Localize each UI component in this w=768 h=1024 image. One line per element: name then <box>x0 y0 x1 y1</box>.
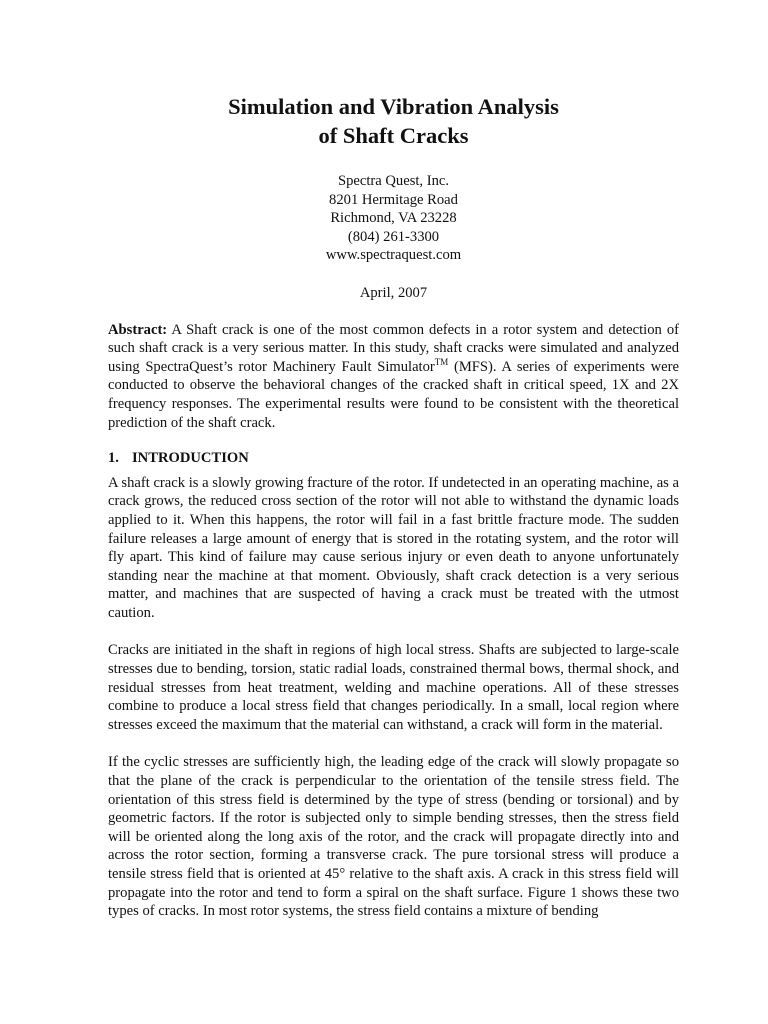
affiliation-street: 8201 Hermitage Road <box>329 191 458 208</box>
affiliation-company: Spectra Quest, Inc. <box>337 173 450 189</box>
paragraph: Cracks are initiated in the shaft in regions of high local stress. Shafts are subjected to large-scale stresses due to bending, torsion, static radial loads, constrained thermal bows, thermal shock, and residual stresses from heat treatment, welding and machine operations. All of these stresses combine to produce a local stress field that changes periodically. In a small, local region where stresses exceed the maximum that the material can withstand, a crack will form in the material. <box>108 642 679 733</box>
affiliation-block <box>108 172 679 265</box>
section-number: 1. <box>108 450 119 467</box>
section-heading-introduction <box>108 449 679 468</box>
trademark-mark: TM <box>434 356 449 367</box>
affiliation-city: Richmond, VA 23228 <box>330 210 457 227</box>
abstract-text-2: (MFS). A series of experiments were conducted to observe the behavioral changes of the cracked shaft in critical speed, 1X and 2X frequency responses. The experimental results were found to be consistent with the theoretical prediction of the shaft crack. <box>108 358 679 431</box>
abstract <box>108 321 679 433</box>
paragraph: If the cyclic stresses are sufficiently high, the leading edge of the crack will slowly propagate so that the plane of the crack is perpendicular to the orientation of the tensile stress field. The orientation of this stress field is determined by the type of stress (bending or torsional) and by geometric factors. If the rotor is subjected only to simple bending stresses, then the stress field will be oriented along the long axis of the rotor, and the crack will propagate directly into and across the rotor section, forming a transverse crack. The pure torsional stress will produce a tensile stress field that is oriented at 45° relative to the shaft axis. A crack in this stress field will propagate into the rotor and tend to form a spiral on the shaft surface. Figure 1 shows these two types of cracks. In most rotor systems, the stress field contains a mixture of bending <box>108 754 679 920</box>
abstract-label: Abstract: <box>108 321 168 338</box>
paper-title <box>108 92 679 150</box>
title-line-2: of Shaft Cracks <box>318 123 469 148</box>
section-title: INTRODUCTION <box>132 450 249 467</box>
publication-date: April, 2007 <box>359 284 428 301</box>
page-content <box>108 92 679 921</box>
affiliation-website: www.spectraquest.com <box>325 247 462 264</box>
affiliation-phone: (804) 261-3300 <box>347 228 440 245</box>
title-line-1: Simulation and Vibration Analysis <box>228 94 559 119</box>
abstract-text-1: A Shaft crack is one of the most common defects in a rotor system and detection of such shaft crack is a very serious matter. In this study, shaft cracks were simulated and analyzed using SpectraQuest’s rotor Machinery Fault Simulator <box>108 321 679 375</box>
paragraph: A shaft crack is a slowly growing fracture of the rotor. If undetected in an operating machine, as a crack grows, the reduced cross section of the rotor will not able to withstand the dynamic loads applied to it. When this happens, the rotor will fail in a fast brittle fracture mode. The sudden failure releases a large amount of energy that is stored in the rotating system, and the rotor will fly apart. This kind of failure may cause serious injury or even death to anyone unfortunately standing near the machine at that moment. Obviously, shaft crack detection is a very serious matter, and machines that are suspected of having a crack must be treated with the utmost caution. <box>108 474 679 621</box>
